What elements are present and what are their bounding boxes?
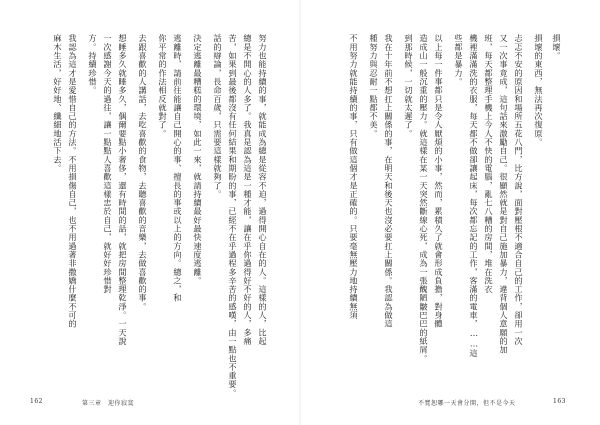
text-column: 些都是暴力。 (454, 34, 464, 86)
page-number: 162 (30, 398, 43, 405)
text-column: 又一次事竟成，這句話來激勵自己。很顯然就是對自己施加暴力，違背個人意願的加 (499, 34, 509, 355)
page-number: 163 (553, 398, 566, 405)
text-column: 想睡多久就睡多久，偶爾要點小奢侈，還有時間的話，就把房間整理乾淨。一天說 (118, 34, 128, 346)
text-column: 種努力與忍耐一點都不美。 (369, 34, 379, 138)
text-column: 機裡滿滿洗的衣服，每天都不做卻讓起床，每次都忘記的工作，客滿的電車，……這 (469, 34, 479, 358)
text-column: 逃離時，請前往能讓自己開心的事、擅長的事或以上的方向。總之，和 (173, 34, 183, 303)
text-column: 努力也能持續的事，就能成為總是從容不迫，過得開心自在的人。這樣的人，比起 (258, 34, 268, 346)
text-column: 總是不開心的人多了。我真是認為這是一種才能，讓在乎你過得好不好的人，多痛 (243, 34, 253, 346)
text-column: 以上每一件事都只是令人厭煩的小事，然而，累積久了就會形成負擔，對身體 (434, 34, 444, 329)
text-column: 損壞。 (552, 34, 562, 60)
text-column: 麻木生活，好好地、纖細地活下去。 (53, 34, 63, 173)
text-column: 造成山一般沉重的壓力。就這樣在某一天突然斷線心死，成為一張醜陋皺巴巴的紙屑。 (419, 34, 429, 363)
text-column: 忐忑不安的原因和場所五花八門，比方說，面對壓根不適合自己的工作，卻用一次 (514, 34, 524, 346)
text-column: 決定逃離最糟糕的環境，如此一來，就請持續最好最快速度逃離。 (193, 34, 203, 285)
running-head: 不寬恕哪一天會分開，但不是今天 (418, 400, 516, 407)
text-column: 班，每天都整理手機上今人不快的電腦，亂七八糟的房間，堆在洗衣 (484, 34, 494, 294)
text-column: 到那時候，一切就太遲了。 (404, 34, 414, 138)
text-column: 你平常的作法相反就對了。 (158, 34, 168, 138)
right-page (300, 0, 600, 425)
text-column: 不用努力就能持續的事，只有做這個才是正確的。只要毫無壓力地持續無須 (349, 34, 359, 320)
text-column: 話的辯論，長命百歲，只需要這樣就夠了。 (213, 34, 223, 199)
running-head: 第三章 迎你寂寞 (82, 400, 135, 407)
text-column: 去跟喜歡的人講話，去吃喜歡的食物，去聽喜歡的音樂，去做喜歡的事。 (138, 34, 148, 311)
text-column: 方。持續珍惜。 (88, 34, 98, 95)
text-column: 我在十年前不想扛上關係的事，在明天和後天也沒必要扛上關係。我認為做這 (384, 34, 394, 329)
text-column: 苦，如果到最後都沒有任何結果和期盼的事，已經不在乎過程多辛苦的感嘆，由一點也不重要。 (228, 34, 238, 398)
text-column: 損壞的東西，無法再次復原。 (534, 34, 544, 147)
text-column: 我認為這才是愛惜自己的方法。不用損傷自己，也不用過著非撒嬌什麼不可的 (68, 34, 78, 329)
text-column: 一次感謝今天的過往，讓一點點人喜歡這樣忠於自己，就好好珍惜對 (103, 34, 113, 294)
